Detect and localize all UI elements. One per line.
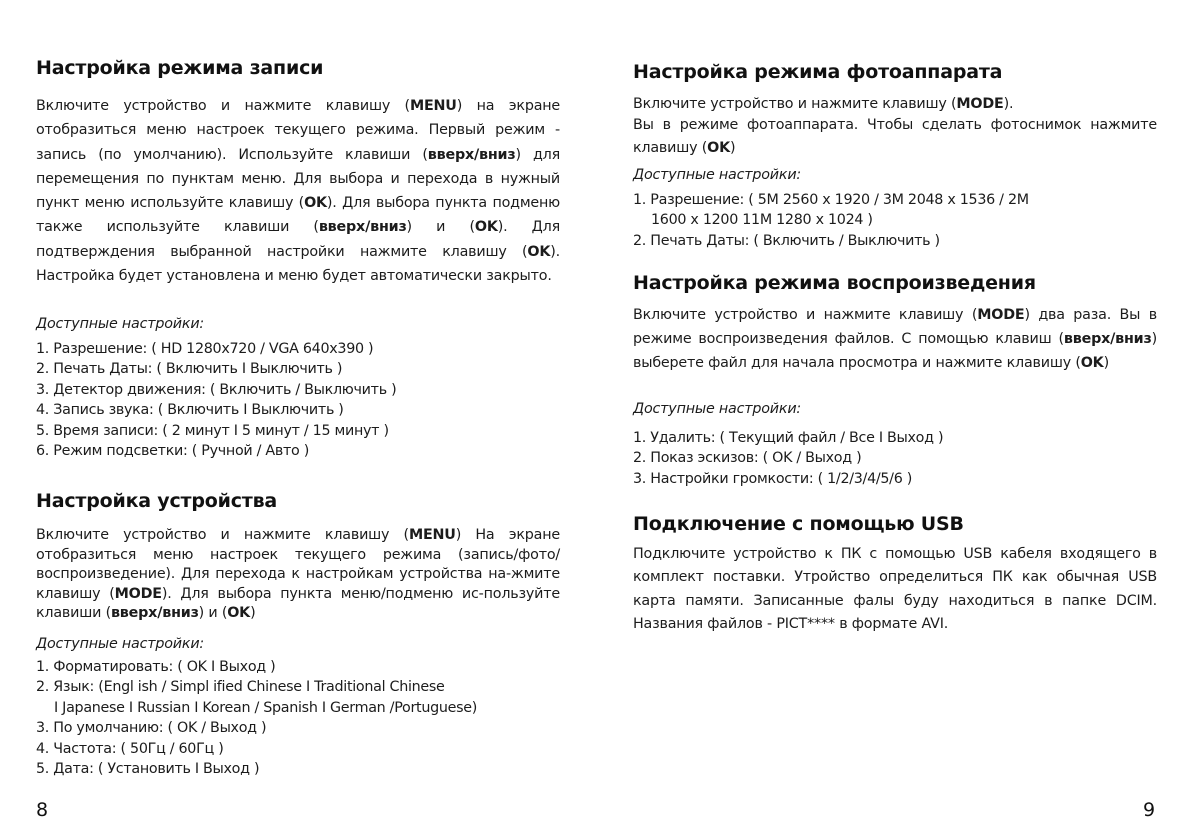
photo-settings-list — [633, 190, 1029, 251]
list-item: 5. Дата: ( Установить I Выход ) — [36, 761, 260, 778]
list-item: 4. Запись звука: ( Включить I Выключить ) — [36, 402, 344, 419]
list-item: 3. По умолчанию: ( OK / Выход ) — [36, 720, 267, 737]
playback-subtitle: Доступные настройки: — [633, 401, 802, 417]
recording-settings-list — [36, 339, 396, 461]
key-name: OK — [304, 195, 327, 212]
list-item: 2. Язык: (Engl ish / Simpl ified Chinese I Traditional Chinese — [36, 679, 445, 696]
playback-settings-list — [633, 428, 943, 489]
list-item: 3. Детектор движения: ( Включить / Выключить ) — [36, 381, 397, 398]
device-intro: Включите устройство и нажмите клавишу (MENU) На экране отобразиться меню настроек текущего режима (запись/фото/ воспроизведение). Для перехода к настройкам устройства на-жмите клавишу (MODE). Для выбора пункта меню/подменю ис-пользуйте клавиши (вверх/вниз) и (OK) — [36, 527, 560, 621]
device-subtitle: Доступные настройки: — [36, 636, 205, 652]
key-name: MODE — [977, 307, 1025, 323]
list-item: 1. Удалить: ( Текущий файл / Все I Выход ) — [633, 430, 944, 446]
list-item: 1. Разрешение: ( HD 1280x720 / VGA 640x390 ) — [36, 341, 374, 357]
recording-subtitle: Доступные настройки: — [36, 316, 205, 332]
list-item: 1. Разрешение: ( 5M 2560 x 1920 / 3M 2048 x 1536 / 2M — [633, 192, 1029, 208]
recording-intro: Включите устройство и нажмите клавишу (MENU) на экране отобразиться меню настроек текущего режима. Первый режим - запись (по умолчанию). Используйте клавиши (вверх/вниз) для перемещения по пунктам меню. Для выбора и перехода в нужный пункт меню используйте клавишу (OK). Для выбора пункта подменю также используйте клавиши (вверх/вниз) и (OK). Для подтверждения выбранной настройки нажмите клавишу (OK). Настройка будет установлена и меню будет автоматически закрыто. — [36, 98, 561, 285]
list-item: 4. Частота: ( 50Гц / 60Гц ) — [36, 740, 224, 757]
section-title-photo: Настройка режима фотоаппарата — [633, 61, 1003, 83]
list-item: 1600 x 1200 11M 1280 x 1024 ) — [651, 212, 873, 229]
photo-intro-line2: Вы в режиме фотоаппарата. Чтобы сделать фотоснимок нажмите клавишу (OK) — [633, 117, 1157, 156]
list-item: I Japanese I Russian I Korean / Spanish I German /Portuguese) — [54, 699, 478, 716]
page-number-left: 8 — [36, 799, 49, 821]
list-item: 2. Печать Даты: ( Включить / Выключить ) — [633, 232, 940, 249]
list-item: 5. Время записи: ( 2 минут I 5 минут / 15 минут ) — [36, 422, 389, 439]
page-number-right: 9 — [1143, 799, 1156, 821]
photo-subtitle: Доступные настройки: — [633, 167, 802, 183]
key-name: MENU — [408, 527, 456, 543]
key-name: OK — [527, 243, 551, 260]
key-name: MODE — [114, 585, 162, 602]
usb-text: Подключите устройство к ПК с помощью USB кабеля входящего в комплект поставки. Утройство определиться ПК как обычная USB карта памяти. Записанные фалы буду находиться в папке DCIM. Названия файлов - PICT**** в формате AVI. — [633, 546, 1157, 632]
key-name: вверх/вниз — [110, 605, 199, 621]
key-name: MODE — [956, 96, 1004, 112]
key-name: OK — [474, 219, 498, 236]
list-item: 6. Режим подсветки: ( Ручной / Авто ) — [36, 443, 310, 460]
section-title-usb: Подключение с помощью USB — [633, 513, 964, 535]
key-name: MENU — [409, 98, 457, 114]
key-name: вверх/вниз — [318, 219, 407, 236]
key-name: вверх/вниз — [427, 146, 516, 163]
list-item: 1. Форматировать: ( OK I Выход ) — [36, 659, 276, 675]
key-name: OK — [227, 605, 251, 621]
section-title-playback: Настройка режима воспроизведения — [633, 272, 1036, 294]
section-title-device: Настройка устройства — [36, 490, 278, 512]
list-item: 3. Настройки громкости: ( 1/2/3/4/5/6 ) — [633, 470, 913, 487]
section-title-recording: Настройка режима записи — [36, 57, 324, 79]
list-item: 2. Показ эскизов: ( OK / Выход ) — [633, 450, 862, 467]
key-name: OK — [1080, 355, 1104, 371]
playback-intro: Включите устройство и нажмите клавишу (MODE) два раза. Вы в режиме воспроизведения файлов. С помощью клавиш (вверх/вниз) выберете файл для начала просмотра и нажмите клавишу (OK) — [633, 307, 1157, 371]
key-name: OK — [707, 140, 730, 156]
device-settings-list — [36, 657, 477, 779]
photo-intro-line1: Включите устройство и нажмите клавишу (MODE). — [633, 96, 1014, 112]
list-item: 2. Печать Даты: ( Включить I Выключить ) — [36, 361, 343, 378]
key-name: вверх/вниз — [1063, 331, 1152, 347]
